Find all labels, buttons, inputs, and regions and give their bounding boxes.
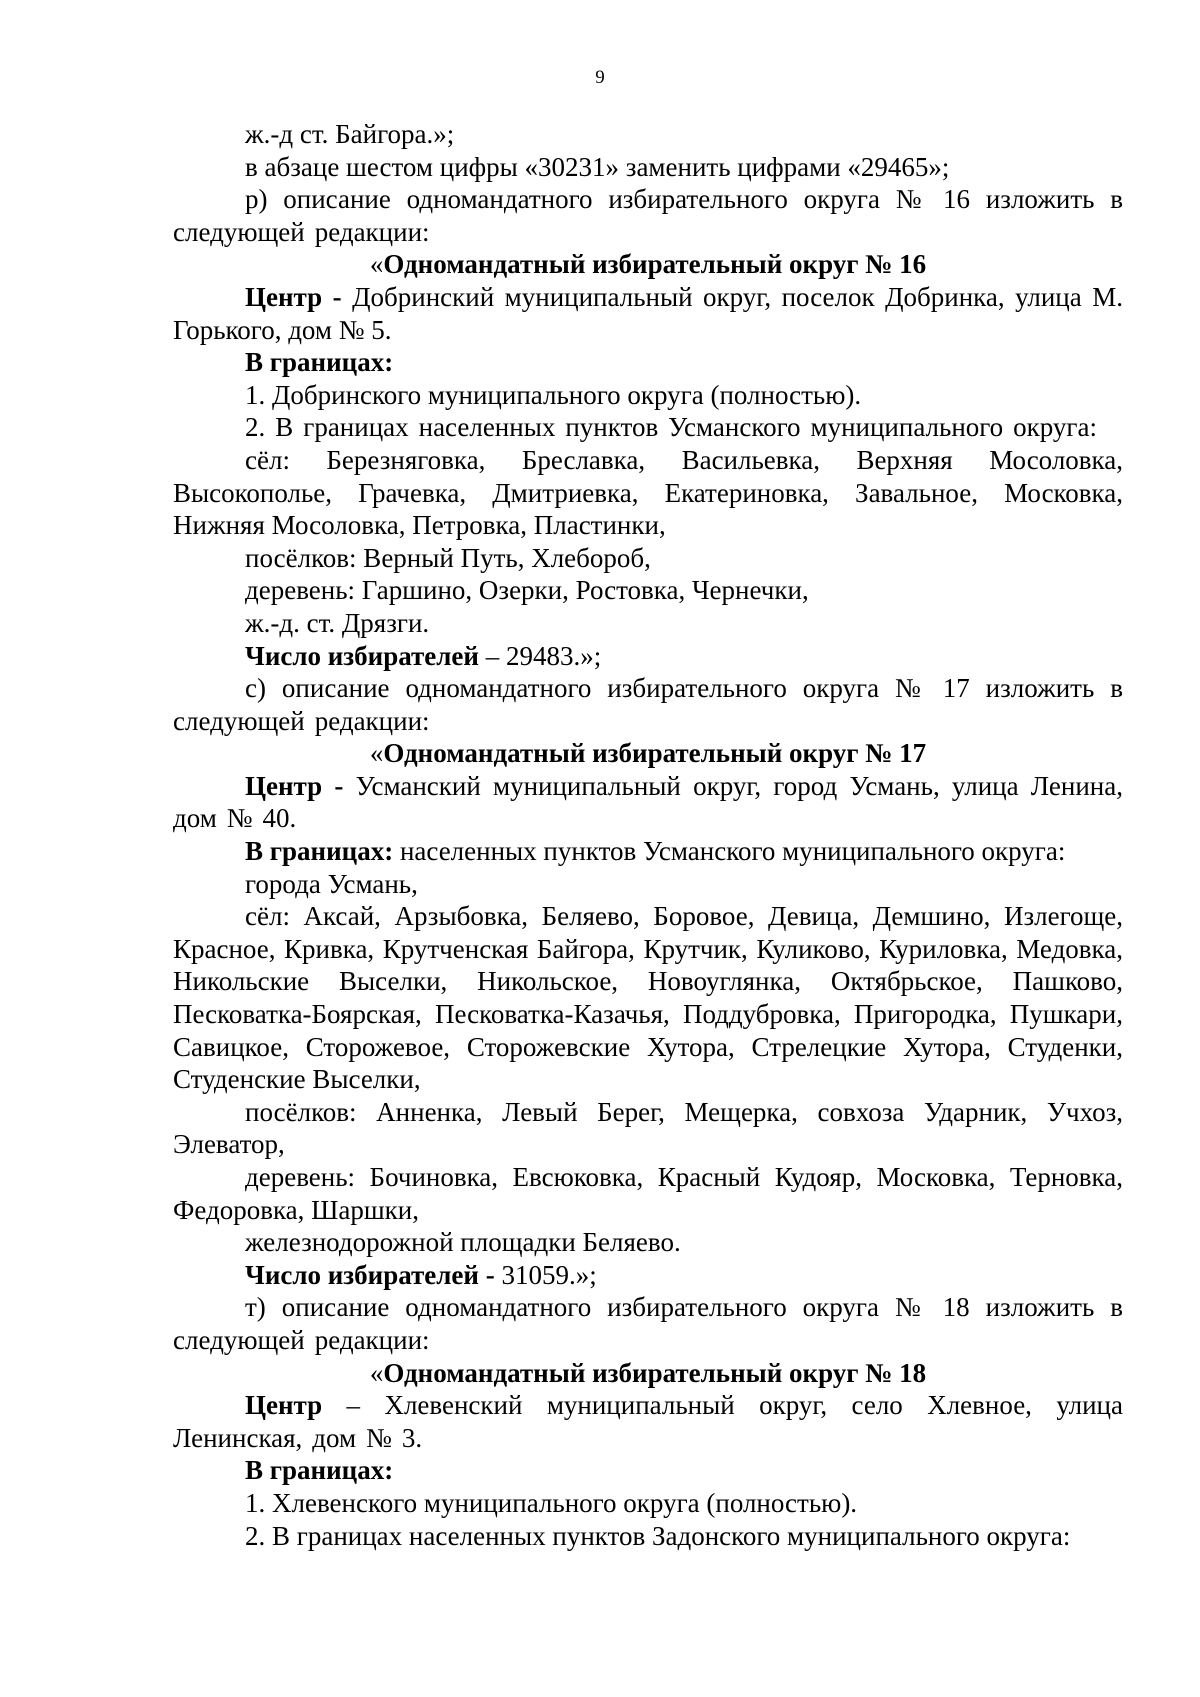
district-17-bounds bbox=[173, 835, 1123, 868]
bounds-text: населенных пунктов Усманского муниципального округа: bbox=[393, 836, 1066, 867]
district-16-villages: сёл: Березняговка, Бреславка, Васильевка, Верхняя Мосоловка, Высокополье, Грачевка, Дмитриевка, Екатериновка, Завальное, Московка, Нижняя Мосоловка, Петровка, Пластинки, bbox=[173, 444, 1123, 541]
opening-quote: « bbox=[369, 249, 384, 280]
district-17-center bbox=[173, 770, 1123, 835]
district-18-item-2: 2. В границах населенных пунктов Задонского муниципального округа: bbox=[245, 1520, 1071, 1551]
center-label: Центр - bbox=[245, 281, 342, 312]
center-label: Центр - bbox=[245, 770, 344, 801]
center-text: Добринский муниципальный округ, поселок Добринка, улица М. Горького, дом № 5. bbox=[173, 281, 1123, 345]
center-text: – Хлевенский муниципальный округ, село Хлевное, улица Ленинская, дом № 3. bbox=[173, 1390, 1123, 1453]
district-16-item-1: 1. Добринского муниципального округа (полностью). bbox=[245, 379, 862, 410]
district-16-title: Одномандатный избирательный округ № 16 bbox=[383, 249, 927, 280]
district-18-item-1: 1. Хлевенского муниципального округа (полностью). bbox=[245, 1487, 858, 1518]
paragraph: в абзаце шестом цифры «30231» заменить цифрами «29465»; bbox=[245, 151, 950, 182]
center-label: Центр bbox=[245, 1390, 323, 1421]
district-17-settlements: посёлков: Анненка, Левый Берег, Мещерка, совхоза Ударник, Учхоз, Элеватор, bbox=[173, 1096, 1123, 1160]
paragraph: с) описание одномандатного избирательного округа № 17 изложить в следующей редакции: bbox=[173, 673, 1123, 736]
bounds-label: В границах: bbox=[245, 1455, 394, 1486]
voters-label: Число избирателей bbox=[245, 640, 479, 671]
district-16-heading bbox=[173, 248, 1123, 281]
bounds-label: В границах: bbox=[245, 347, 394, 378]
district-17-title: Одномандатный избирательный округ № 17 bbox=[383, 738, 927, 769]
voters-label: Число избирателей - bbox=[245, 1259, 495, 1290]
district-17-town: города Усмань, bbox=[245, 868, 418, 899]
opening-quote: « bbox=[369, 738, 384, 769]
district-17-hamlets: деревень: Бочиновка, Евсюковка, Красный Кудояр, Московка, Терновка, Федоровка, Шаршки, bbox=[173, 1162, 1123, 1225]
district-16-bounds-label bbox=[173, 346, 1123, 379]
district-16-station: ж.-д. ст. Дрязги. bbox=[245, 607, 430, 638]
district-16-hamlets: деревень: Гаршино, Озерки, Ростовка, Чернечки, bbox=[245, 575, 809, 606]
document-body bbox=[173, 118, 1123, 1552]
district-17-heading bbox=[173, 737, 1123, 770]
district-16-settlements: посёлков: Верный Путь, Хлебороб, bbox=[245, 542, 651, 573]
district-18-title: Одномандатный избирательный округ № 18 bbox=[383, 1357, 927, 1388]
paragraph: р) описание одномандатного избирательного округа № 16 изложить в следующей редакции: bbox=[173, 184, 1123, 247]
bounds-label: В границах: bbox=[245, 836, 394, 867]
page-number: 9 bbox=[595, 67, 605, 88]
district-18-bounds-label bbox=[173, 1454, 1123, 1487]
district-17-rail: железнодорожной площадки Беляево. bbox=[245, 1227, 681, 1258]
district-18-center bbox=[173, 1389, 1123, 1454]
voters-count: – 29483.»; bbox=[478, 640, 602, 671]
district-16-voters bbox=[173, 640, 1123, 673]
paragraph: т) описание одномандатного избирательного округа № 18 изложить в следующей редакции: bbox=[173, 1292, 1123, 1355]
district-17-voters bbox=[173, 1259, 1123, 1292]
center-text: Усманский муниципальный округ, город Усмань, улица Ленина, дом № 40. bbox=[173, 770, 1123, 834]
district-16-center bbox=[173, 281, 1123, 346]
opening-quote: « bbox=[369, 1357, 384, 1388]
paragraph: ж.-д ст. Байгора.»; bbox=[245, 119, 455, 149]
district-17-villages: сёл: Аксай, Арзыбовка, Беляево, Боровое, Девица, Демшино, Излегоще, Красное, Кривка, Крутченская Байгора, Крутчик, Куликово, Куриловка, Медовка, Никольские Выселки, Никольское, Новоуглянка, Октябрьское, Пашково, Песковатка-Боярская, Песковатка-Казачья, Поддубровка, Пригородка, Пушкари, Савицкое, Сторожевое, Сторожевские Хутора, Стрелецкие Хутора, Студенки, Студенские Выселки, bbox=[173, 901, 1123, 1095]
voters-count: 31059.»; bbox=[494, 1259, 597, 1290]
district-16-item-2: 2. В границах населенных пунктов Усманского муниципального округа: bbox=[245, 412, 1097, 443]
district-18-heading bbox=[173, 1357, 1123, 1390]
